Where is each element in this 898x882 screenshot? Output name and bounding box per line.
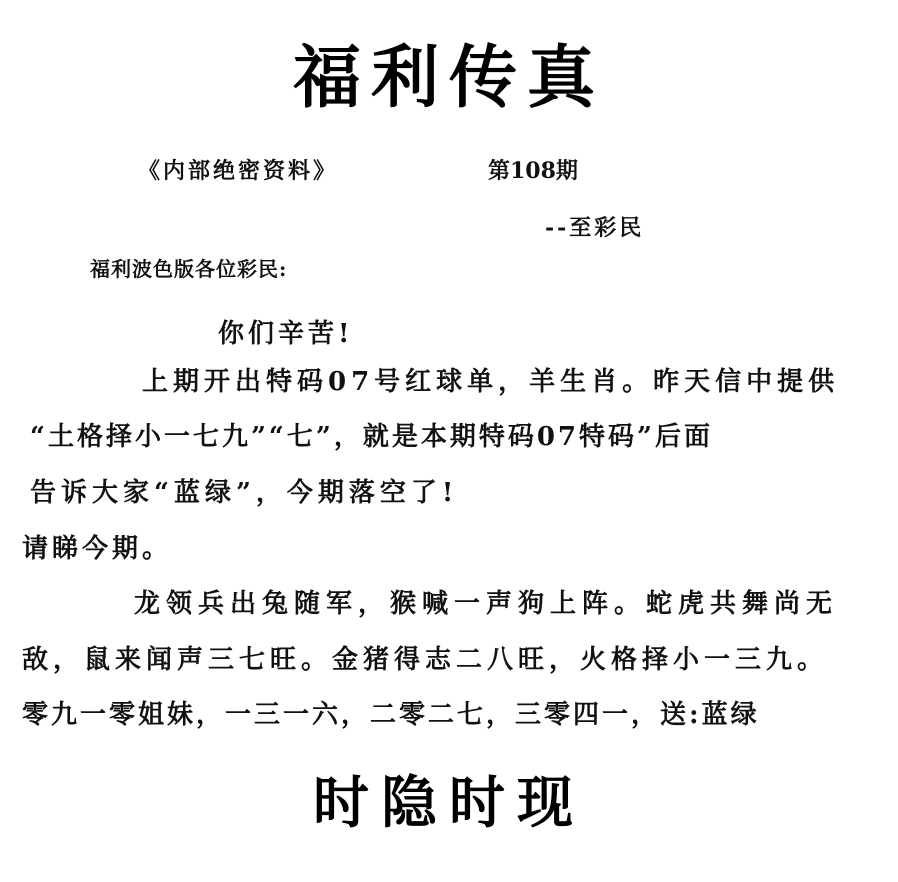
issue-number: 第108期 — [488, 158, 578, 184]
document-title: 福利传真 — [292, 38, 605, 118]
body-line-7: 零九一零姐妹，一三一六，二零二七，三零四一，送:蓝绿 — [22, 700, 760, 730]
body-line-3: 告诉大家“蓝绿”，今期落空了! — [30, 478, 459, 508]
footer-slogan: 时隐时现 — [313, 770, 585, 836]
signature-line: --至彩民 — [545, 215, 645, 241]
body-line-2: “土格择小一七九”“七”，就是本期特码07特码”后面 — [30, 422, 713, 452]
body-line-4: 请睇今期。 — [22, 534, 173, 564]
document-subtitle: 《内部绝密资料》 — [138, 158, 339, 184]
salutation: 福利波色版各位彩民: — [90, 257, 288, 281]
body-line-6: 敌，鼠来闻声三七旺。金猪得志二八旺，火格择小一三九。 — [22, 645, 829, 675]
body-line-5: 龙领兵出兔随军，猴喊一声狗上阵。蛇虎共舞尚无 — [134, 589, 839, 619]
body-line-1: 上期开出特码07号红球单，羊生肖。昨天信中提供 — [142, 367, 840, 397]
greeting: 你们辛苦! — [218, 319, 354, 349]
